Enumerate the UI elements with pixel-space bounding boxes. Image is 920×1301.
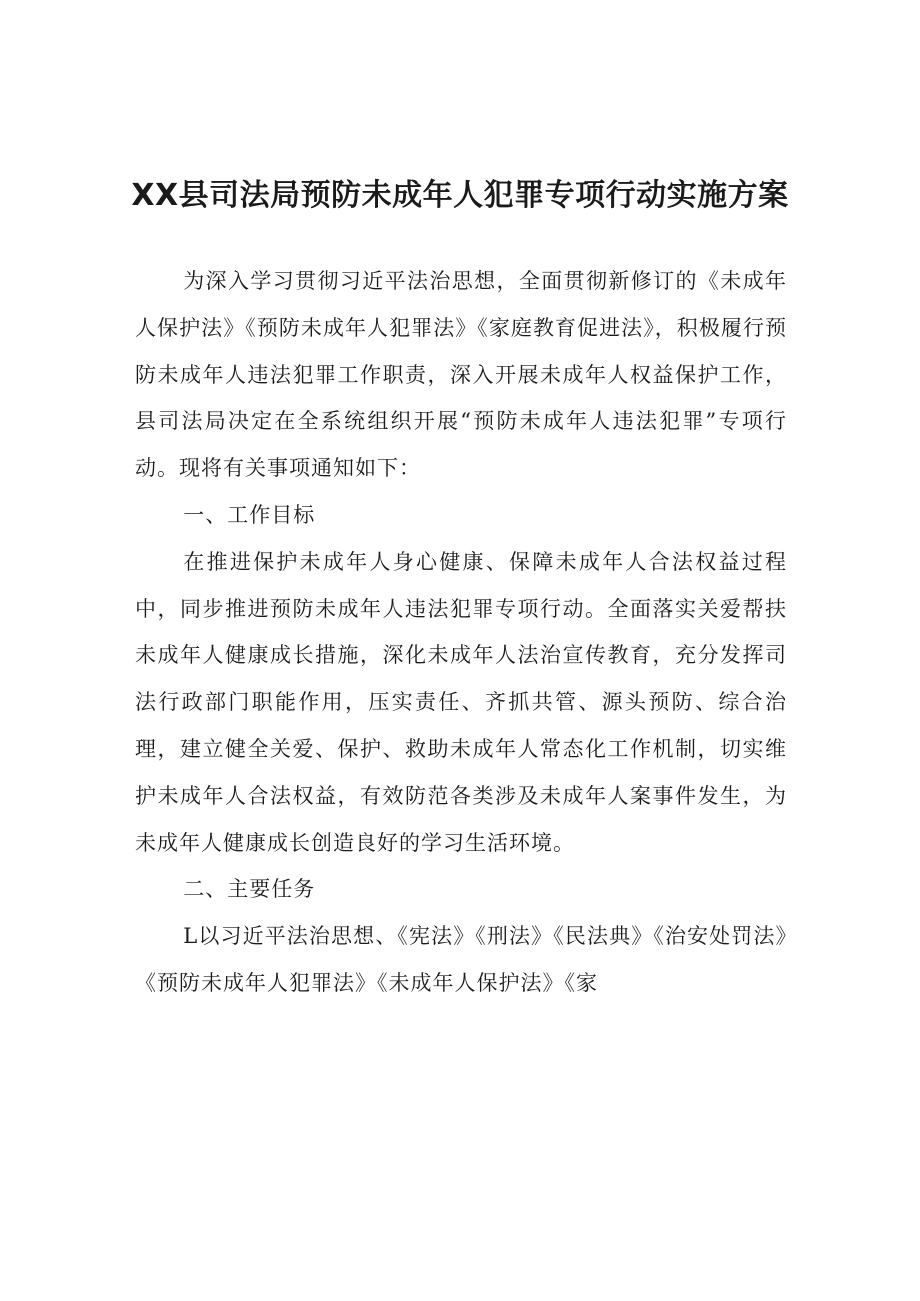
section-heading-tasks: 二、主要任务	[183, 877, 316, 902]
document-title: XX县司法局预防未成年人犯罪专项行动实施方案	[131, 178, 789, 213]
section-heading-goals: 一、工作目标	[183, 502, 316, 527]
intro-paragraph: 为深入学习贯彻习近平法治思想，全面贯彻新修订的《未成年人保护法》《预防未成年人犯罪法》《家庭教育促进法》，积极履行预防未成年人违法犯罪工作职责，深入开展未成年人权益保护工作，县司法局决定在全系统组织开展“预防未成年人违法犯罪”专项行动。现将有关事项通知如下：	[135, 269, 787, 481]
document-body	[135, 258, 787, 1007]
task-item-1: L以习近平法治思想、《宪法》《刑法》《民法典》《治安处罚法》《预防未成年人犯罪法》《未成年人保护法》《家	[135, 924, 787, 995]
goals-paragraph: 在推进保护未成年人身心健康、保障未成年人合法权益过程中，同步推进预防未成年人违法犯罪专项行动。全面落实关爱帮扶未成年人健康成长措施，深化未成年人法治宣传教育，充分发挥司法行政部门职能作用，压实责任、齐抓共管、源头预防、综合治理，建立健全关爱、保护、救助未成年人常态化工作机制，切实维护未成年人合法权益，有效防范各类涉及未成年人案事件发生，为未成年人健康成长创造良好的学习生活环境。	[135, 549, 787, 855]
